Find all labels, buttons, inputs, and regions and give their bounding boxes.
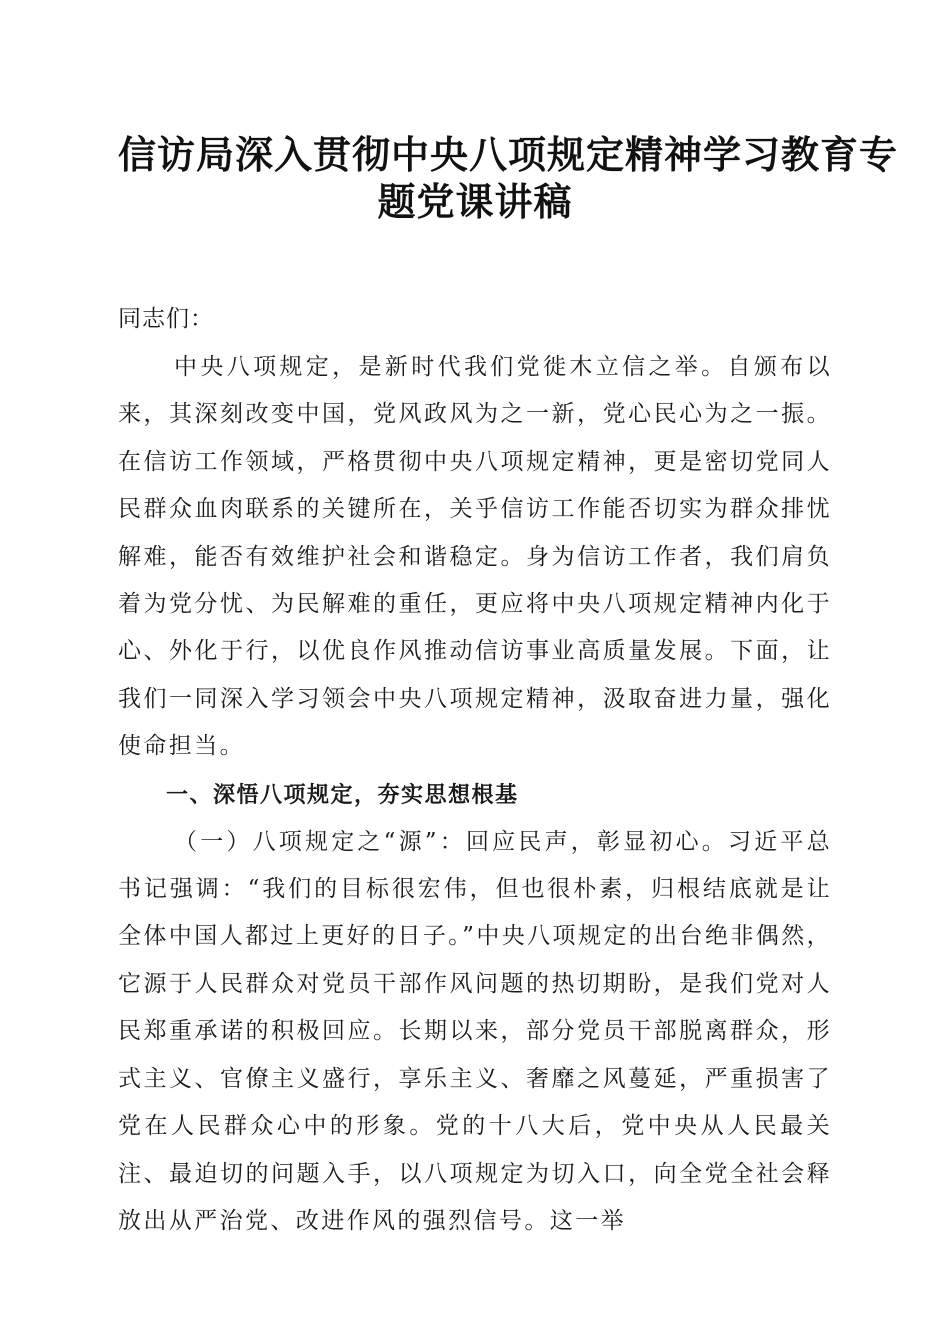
title-line-2: 题党课讲稿 [377, 180, 573, 224]
intro-paragraph: 中央八项规定，是新时代我们党徙木立信之举。自颁布以来，其深刻改变中国，党风政风为之一新，党心民心为之一振。在信访工作领域，严格贯彻中央八项规定精神，更是密切党同人民群众血肉联系的关键所在，关乎信访工作能否切实为群众排忧解难，能否有效维护社会和谐稳定。身为信访工作者，我们肩负着为党分忧、为民解难的重任，更应将中央八项规定精神内化于心、外化于行，以优良作风推动信访事业高质量发展。下面，让我们一同深入学习领会中央八项规定精神，汲取奋进力量，强化使命担当。 [118, 354, 832, 760]
document-title [118, 132, 899, 226]
title-line-1: 信访局深入贯彻中央八项规定精神学习教育专 [118, 133, 899, 177]
section-heading-1: 一、深悟八项规定，夯实思想根基 [166, 782, 519, 808]
greeting: 同志们： [118, 306, 214, 332]
subsection-paragraph-1: （一）八项规定之“源”：回应民声，彰显初心。习近平总书记强调：“我们的目标很宏伟，但也很朴素，归根结底就是让全体中国人都过上更好的日子。”中央八项规定的出台绝非偶然，它源于人民群众对党员干部作风问题的热切期盼，是我们党对人民郑重承诺的积极回应。长期以来，部分党员干部脱离群众，形式主义、官僚主义盛行，享乐主义、奢靡之风蔓延，严重损害了党在人民群众心中的形象。党的十八大后，党中央从人民最关注、最迫切的问题入手，以八项规定为切入口，向全党全社会释放出从严治党、改进作风的强烈信号。这一举 [118, 828, 832, 1234]
